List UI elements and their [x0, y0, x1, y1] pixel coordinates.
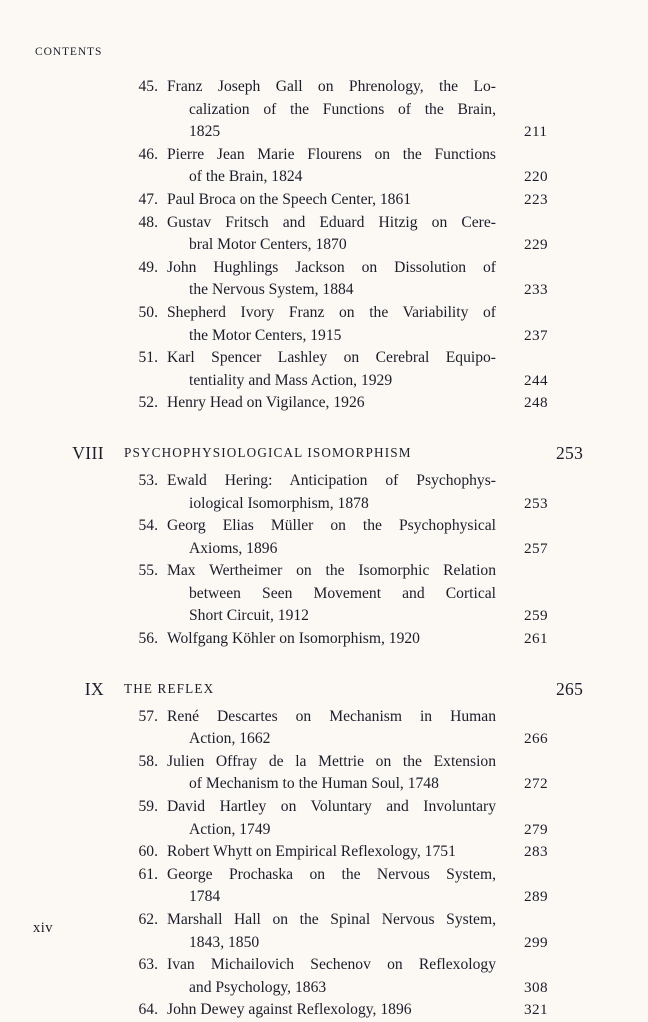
- toc-entry-line: Pierre Jean Marie Flourens on the Functions: [167, 145, 496, 163]
- toc-entry-line: Georg Elias Müller on the Psychophysical: [167, 517, 496, 535]
- toc-entry[interactable]: [0, 560, 648, 628]
- toc-entry-line: Henry Head on Vigilance, 1926: [167, 394, 365, 412]
- toc-entry-line: and Psychology, 1863: [189, 978, 327, 996]
- toc-entry[interactable]: [0, 999, 648, 1022]
- toc-entry[interactable]: [0, 76, 648, 144]
- toc-entry[interactable]: [0, 302, 648, 347]
- toc-entry[interactable]: [0, 864, 648, 909]
- toc-entry-line: the Motor Centers, 1915: [189, 326, 342, 344]
- toc-entry-title: [167, 751, 496, 796]
- toc-entry-number: 54.: [138, 517, 158, 535]
- toc-entry-line: Julien Offray de la Mettrie on the Extension: [167, 752, 496, 770]
- toc-entry-line: Shepherd Ivory Franz on the Variability of: [167, 303, 496, 321]
- toc-entry-line: Action, 1749: [189, 820, 271, 838]
- toc-entry-title: [167, 954, 496, 999]
- toc-entry-title: [167, 392, 496, 415]
- toc-entry[interactable]: [0, 515, 648, 560]
- section-spacer: [0, 415, 648, 441]
- toc-entry[interactable]: [0, 796, 648, 841]
- toc-entry-title: [167, 144, 496, 189]
- part-page-number: 265: [556, 678, 584, 699]
- toc-entry-title: [167, 212, 496, 257]
- running-head: CONTENTS: [35, 46, 103, 58]
- toc-entry-page-number: 211: [524, 123, 548, 141]
- toc-entry[interactable]: [0, 392, 648, 415]
- part-roman-numeral: IX: [84, 678, 104, 699]
- toc-entry-page-number: 223: [524, 190, 548, 208]
- toc-entry-page-number: 283: [524, 843, 548, 861]
- toc-entry-page-number: 253: [524, 494, 548, 512]
- page-folio: xiv: [33, 920, 54, 936]
- toc-entry-page-number: 321: [524, 1001, 548, 1019]
- toc-entry-page-number: 261: [524, 630, 548, 648]
- toc-entry-number: 47.: [138, 190, 158, 208]
- toc-entry-line: the Nervous System, 1884: [189, 281, 354, 299]
- toc-entry-number: 59.: [138, 798, 158, 816]
- toc-entry-number: 57.: [138, 707, 158, 725]
- toc-entry-line: Axioms, 1896: [189, 539, 278, 557]
- toc-entry-title: [167, 515, 496, 560]
- toc-entry-line: Franz Joseph Gall on Phrenology, the Lo-: [167, 78, 496, 95]
- toc-entry-line: calization of the Functions of the Brain,: [189, 100, 496, 118]
- toc-entry-number: 46.: [138, 145, 158, 163]
- toc-entry-title: [167, 999, 496, 1022]
- toc-entry-number: 56.: [138, 630, 158, 648]
- toc-entry-line: of Mechanism to the Human Soul, 1748: [189, 775, 439, 793]
- toc-entry-line: Robert Whytt on Empirical Reflexology, 1751: [167, 843, 456, 861]
- toc-entry-title: [167, 864, 496, 909]
- toc-entry-line: 1825: [189, 123, 221, 141]
- toc-entry-title: [167, 189, 496, 212]
- toc-entry-number: 48.: [138, 213, 158, 231]
- toc-entry-line: Short Circuit, 1912: [189, 607, 309, 625]
- toc-entry-page-number: 248: [524, 394, 548, 412]
- toc-entry-line: Wolfgang Köhler on Isomorphism, 1920: [167, 630, 420, 648]
- toc-entry[interactable]: [0, 257, 648, 302]
- toc-entry[interactable]: [0, 470, 648, 515]
- toc-entry-line: tentiality and Mass Action, 1929: [189, 371, 393, 389]
- toc-entry-page-number: 299: [524, 933, 548, 951]
- toc-entry-line: 1784: [189, 888, 221, 906]
- toc-entry-line: René Descartes on Mechanism in Human: [167, 707, 496, 725]
- toc-entry[interactable]: [0, 954, 648, 999]
- toc-entry-page-number: 289: [524, 888, 548, 906]
- part-roman-numeral: VIII: [72, 442, 104, 463]
- toc-part-heading[interactable]: [0, 677, 648, 705]
- part-title: THE REFLEX: [124, 680, 215, 696]
- toc-entry-page-number: 266: [524, 730, 548, 748]
- toc-entry-title: [167, 796, 496, 841]
- toc-entry-line: Karl Spencer Lashley on Cerebral Equipo-: [167, 349, 496, 367]
- toc-entry-number: 62.: [138, 911, 158, 929]
- toc-entry-page-number: 233: [524, 281, 548, 299]
- toc-entry[interactable]: [0, 841, 648, 864]
- toc-entry-line: of the Brain, 1824: [189, 168, 303, 186]
- toc-entry-line: Paul Broca on the Speech Center, 1861: [167, 190, 412, 208]
- part-page-number: 253: [556, 442, 584, 463]
- toc-entry-page-number: 244: [524, 371, 548, 389]
- toc-entry-line: Max Wertheimer on the Isomorphic Relation: [167, 562, 496, 580]
- toc-entry-page-number: 257: [524, 539, 548, 557]
- toc-entry-line: David Hartley on Voluntary and Involuntary: [167, 798, 496, 816]
- toc-entry-number: 60.: [138, 843, 158, 861]
- toc-part-heading[interactable]: [0, 441, 648, 469]
- toc-entry-line: iological Isomorphism, 1878: [189, 494, 369, 512]
- toc-entry-number: 55.: [138, 562, 158, 580]
- toc-entry-title: [167, 909, 496, 954]
- toc-entry-number: 52.: [138, 394, 158, 412]
- toc-entry-number: 50.: [138, 303, 158, 321]
- part-title: PSYCHOPHYSIOLOGICAL ISOMORPHISM: [124, 444, 412, 460]
- toc-entry[interactable]: [0, 706, 648, 751]
- toc-entry-line: Ewald Hering: Anticipation of Psychophys-: [167, 471, 496, 489]
- toc-entry-line: Gustav Fritsch and Eduard Hitzig on Cere-: [167, 213, 496, 231]
- toc-entry-number: 51.: [138, 349, 158, 367]
- toc-entry-line: Ivan Michailovich Sechenov on Reflexology: [167, 956, 496, 974]
- toc-entry-title: [167, 257, 496, 302]
- toc-entry-line: between Seen Movement and Cortical: [189, 584, 496, 602]
- toc-entry-number: 63.: [138, 956, 158, 974]
- toc-entry-number: 58.: [138, 752, 158, 770]
- toc-entry-title: [167, 628, 496, 651]
- toc-entry-page-number: 272: [524, 775, 548, 793]
- toc-entry[interactable]: [0, 212, 648, 257]
- toc-entry-line: bral Motor Centers, 1870: [189, 236, 347, 254]
- toc-entry[interactable]: [0, 144, 648, 189]
- toc-entry-line: John Hughlings Jackson on Dissolution of: [167, 258, 496, 276]
- toc-entry-page-number: 259: [524, 607, 548, 625]
- toc-entry[interactable]: [0, 347, 648, 392]
- toc-entry-page-number: 229: [524, 236, 548, 254]
- section-spacer: [0, 651, 648, 677]
- toc-entry-line: Marshall Hall on the Spinal Nervous System,: [167, 911, 496, 929]
- toc-entry-title: [167, 76, 496, 144]
- toc-entry-number: 64.: [138, 1001, 158, 1019]
- toc-entry[interactable]: [0, 189, 648, 212]
- toc-entry[interactable]: [0, 751, 648, 796]
- toc-entry-title: [167, 470, 496, 515]
- toc-entry[interactable]: [0, 909, 648, 954]
- toc-entry-title: [167, 302, 496, 347]
- toc-entry-title: [167, 841, 496, 864]
- toc-entry-line: John Dewey against Reflexology, 1896: [167, 1001, 412, 1019]
- toc-entry-number: 61.: [138, 865, 158, 883]
- toc-entry-page-number: 279: [524, 820, 548, 838]
- toc-entry-number: 53.: [138, 471, 158, 489]
- toc-entry-title: [167, 347, 496, 392]
- toc-entry-line: 1843, 1850: [189, 933, 260, 951]
- toc-entry-page-number: 237: [524, 326, 548, 344]
- toc-entry[interactable]: [0, 628, 648, 651]
- toc-entry-title: [167, 560, 496, 628]
- table-of-contents: [0, 76, 648, 1022]
- toc-entry-number: 49.: [138, 258, 158, 276]
- toc-entry-title: [167, 706, 496, 751]
- toc-entry-number: 45.: [138, 78, 158, 95]
- toc-entry-line: Action, 1662: [189, 730, 271, 748]
- toc-entry-page-number: 220: [524, 168, 548, 186]
- toc-entry-line: George Prochaska on the Nervous System,: [167, 865, 496, 883]
- toc-entry-page-number: 308: [524, 978, 548, 996]
